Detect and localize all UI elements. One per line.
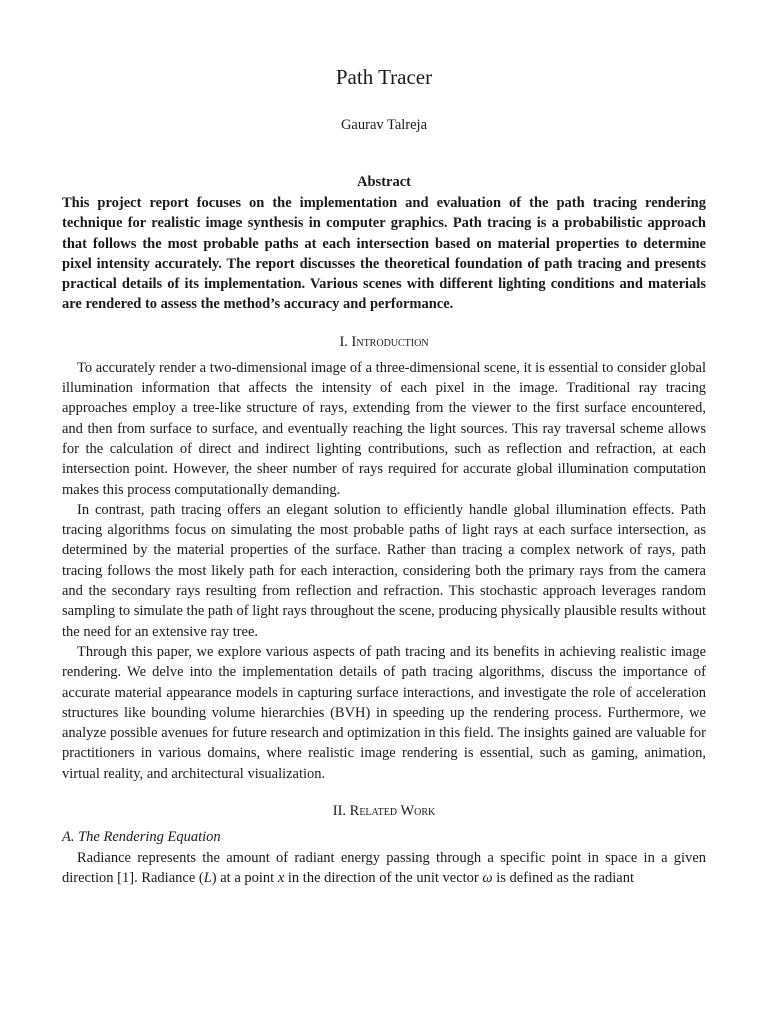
paper-title: Path Tracer [335, 65, 433, 89]
symbol-omega: ω [482, 870, 493, 887]
radiance-text-1: Radiance represents the amount of radiant energy passing through a specific point in space in a given direction [1]. Radiance ( [62, 850, 706, 887]
section-related-work [62, 801, 706, 889]
symbol-radiance-L: L [203, 870, 212, 887]
section-heading-introduction: I. Introduction [339, 333, 429, 350]
subsection-heading-rendering-equation: A. The Rendering Equation [62, 829, 221, 846]
abstract-heading: Abstract [357, 174, 411, 190]
intro-paragraph-1: To accurately render a two-dimensional image of a three-dimensional scene, it is essential to consider global illumination information that affects the intensity of each pixel in the image. Traditional ray tracing approaches employ a tree-like structure of rays, extending from the viewer to the first surface encountered, and then from surface to surface, and eventually reaching the light sources. This ray traversal scheme allows for the calculation of direct and indirect lighting contributions, such as reflection and refraction, at each intersection point. However, the sheer number of rays required for accurate global illumination computation makes this process computationally demanding. [62, 359, 706, 498]
radiance-text-2: ) at a point [211, 870, 278, 887]
radiance-text-4: is defined as the radiant [492, 870, 634, 887]
abstract-body: This project report focuses on the implementation and evaluation of the path tracing rendering technique for realistic image synthesis in computer graphics. Path tracing is a probabilistic approach that follows the most probable paths at each intersection based on material properties to determine pixel intensity accurately. The report discusses the theoretical foundation of path tracing and presents practical details of its implementation. Various scenes with different lighting conditions and materials are rendered to assess the method’s accuracy and performance. [62, 195, 706, 313]
paper-author: Gaurav Talreja [340, 117, 428, 133]
radiance-text-3: in the direction of the unit vector [284, 870, 483, 887]
section-introduction [62, 332, 706, 784]
symbol-point-x: x [277, 870, 285, 887]
intro-paragraph-2: In contrast, path tracing offers an elegant solution to efficiently handle global illumination effects. Path tracing algorithms focus on simulating the most probable paths of light rays at each surface intersection, as determined by the material properties of the surface. Rather than tracing a complex network of rays, path tracing follows the most likely path for each interaction, considering both the primary rays from the camera and the secondary rays resulting from reflection and refraction. This stochastic approach leverages random sampling to simulate the path of light rays throughout the scene, producing physically plausible results without the need for an extensive ray tree. [62, 501, 706, 640]
intro-paragraph-3: Through this paper, we explore various aspects of path tracing and its benefits in achieving realistic image rendering. We delve into the implementation details of path tracing algorithms, discuss the importance of accurate material appearance models in capturing surface interactions, and investigate the role of acceleration structures like bounding volume hierarchies (BVH) in speeding up the rendering process. Furthermore, we analyze possible avenues for future research and optimization in this field. The insights gained are valuable for practitioners in various domains, where realistic image rendering is essential, such as gaming, animation, virtual reality, and architectural visualization. [62, 643, 706, 782]
abstract-section [62, 172, 706, 315]
section-heading-related-work: II. Related Work [332, 803, 436, 820]
related-work-paragraph-1 [62, 848, 706, 889]
paper-page [62, 62, 706, 889]
